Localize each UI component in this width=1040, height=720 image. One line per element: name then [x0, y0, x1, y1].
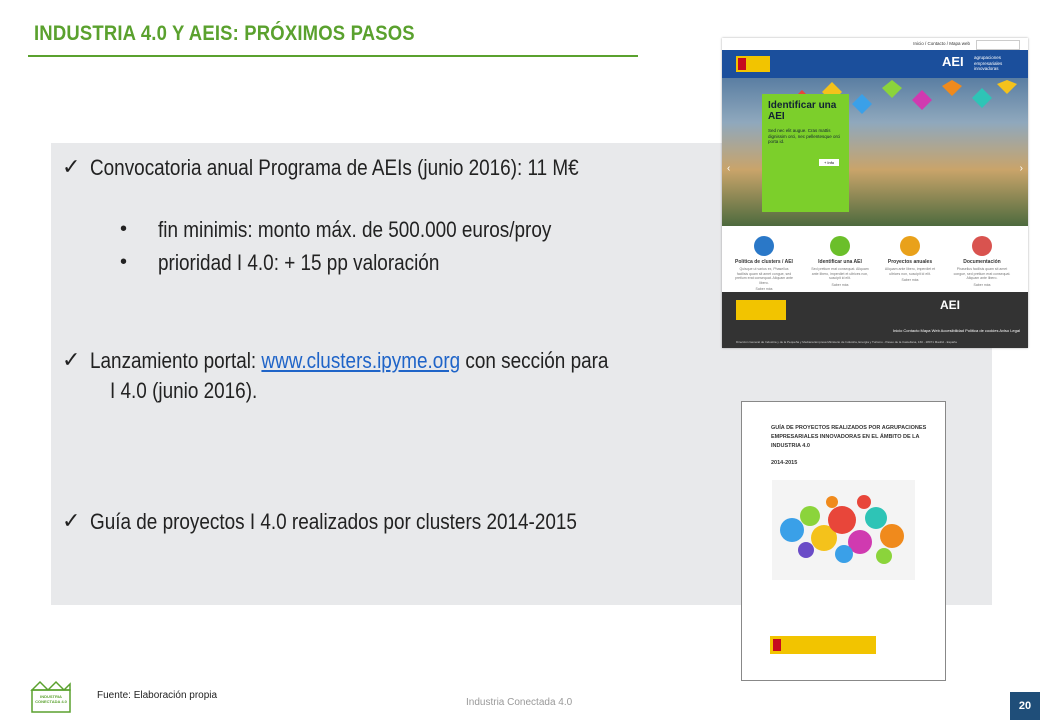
guide-cover [741, 401, 946, 681]
chevron-left-icon[interactable]: ‹ [727, 163, 731, 174]
portal-header [722, 50, 1028, 78]
colorful-clouds-icon [772, 480, 915, 580]
portal-aei-subtitle: agrupaciones empresariales innovadoras [974, 55, 1003, 71]
bar-chart-icon [900, 236, 920, 256]
portal-topnav: Inicio / Contacto / Mapa web [913, 41, 970, 46]
feature-text: Phasellus facilisis quam sit amet congue, sed pretium erat consequat. Aliquam ante libero. [953, 267, 1011, 280]
footer-source: Fuente: Elaboración propia [97, 690, 218, 701]
bullet-prioridad: prioridad I 4.0: + 15 pp valoración [158, 250, 440, 275]
check-icon: ✓ [62, 154, 81, 179]
ministry-logo [736, 56, 770, 72]
feature-more: Saber más [973, 282, 991, 287]
portal-footer-nav[interactable]: Inicio Contacto Mapa Web Accesibilidad Política de cookies Aviso Legal [892, 328, 1020, 333]
check-icon: ✓ [62, 508, 81, 533]
feature-documentacion[interactable] [952, 236, 1012, 287]
footer-logo-text: INDUSTRIA CONECTADA 4.0 [35, 694, 67, 704]
feature-title: Identificar una AEI [818, 259, 862, 265]
bullet-fin-minimis: fin minimis: monto máx. de 500.000 euros/proy [158, 217, 552, 242]
feature-text: Aliquam ante libero, imperdiet et ultrices non, suscipit id elit. [884, 267, 936, 276]
ministry-logo [770, 636, 876, 654]
portal-hero-card [762, 94, 849, 212]
portal-card-title: Identificar una AEI [768, 100, 837, 122]
feature-more: Saber más [755, 287, 773, 291]
portal-footer-aei: AEI [940, 298, 961, 312]
feature-title: Política de clusters / AEI [735, 259, 793, 265]
chevron-right-icon[interactable]: › [1019, 163, 1023, 174]
feature-more: Saber más [901, 278, 919, 282]
slide-title: INDUSTRIA 4.0 Y AEIS: PRÓXIMOS PASOS [34, 22, 415, 45]
item-portal-line2: I 4.0 (junio 2016). [110, 378, 258, 403]
portal-screenshot [722, 38, 1028, 348]
feature-identificar[interactable] [810, 236, 870, 287]
feature-clusters[interactable] [734, 236, 794, 292]
feature-text: Quisque ut varius ex, Phasellus facilisis quam sit amet congue, sed pretium erat consequat. Aliquam ante libero. [735, 267, 793, 285]
footer-center-text: Industria Conectada 4.0 [466, 697, 573, 708]
feature-title: Documentación [963, 259, 1001, 265]
flag-icon [830, 236, 850, 256]
feature-proyectos[interactable] [880, 236, 940, 283]
title-underline [28, 55, 638, 57]
feature-more: Saber más [831, 282, 849, 287]
portal-suffix: con sección para [460, 348, 609, 373]
cloud-icons-illustration [772, 480, 915, 580]
page-number: 20 [1010, 692, 1040, 720]
portal-hero [722, 78, 1028, 226]
portal-card-button[interactable]: + Info [819, 159, 839, 166]
portal-footer-address: Dirección General de Industria y de la Pequeña y Mediana Empresa Ministerio de Industria, Energía y Turismo - Paseo de la Castellana, 160 - 28071 Madrid - España [736, 340, 957, 344]
bullet-icon: • [120, 251, 128, 273]
item-convocatoria: Convocatoria anual Programa de AEIs (junio 2016): 11 M€ [90, 155, 579, 180]
gears-icon [754, 236, 774, 256]
item-portal [90, 348, 608, 374]
bullet-icon: • [120, 218, 128, 240]
portal-card-text: Sed nec elit augue. Cras mattis dignissim orci, nec pellentesque orci porta id. [768, 128, 841, 144]
portal-link[interactable]: www.clusters.ipyme.org [261, 348, 461, 373]
feature-text: Sed pretium erat consequat. Aliquam ante libero, imperdiet et ultrices non, suscipit id elit. [811, 267, 869, 280]
portal-aei-logo: AEI [942, 54, 964, 69]
document-icon [972, 236, 992, 256]
portal-prefix: Lanzamiento portal: [90, 348, 262, 373]
guide-title: GUÍA DE PROYECTOS REALIZADOS POR AGRUPACIONES EMPRESARIALES INNOVADORAS EN EL ÁMBITO DE LA INDUSTRIA 4.0 [771, 425, 927, 449]
item-guia: Guía de proyectos I 4.0 realizados por clusters 2014-2015 [90, 509, 577, 534]
feature-title: Proyectos anuales [887, 259, 933, 265]
portal-features [722, 226, 1028, 292]
ministry-logo [736, 300, 786, 320]
portal-search-box [976, 40, 1020, 50]
portal-footer [722, 292, 1028, 348]
guide-years: 2014-2015 [771, 460, 798, 466]
check-icon: ✓ [62, 347, 81, 372]
